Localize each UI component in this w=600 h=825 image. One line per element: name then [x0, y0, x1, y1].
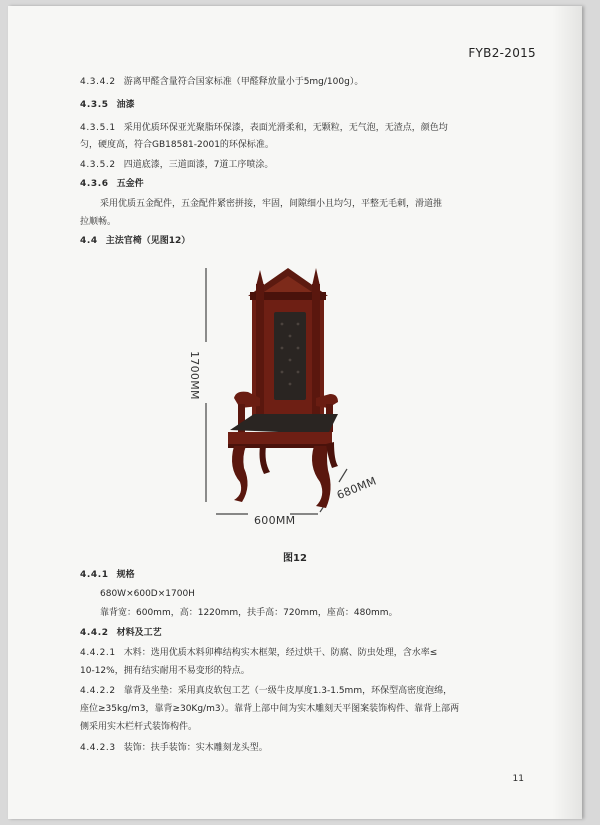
- hardware-paragraph-cont: 拉顺畅。: [80, 217, 117, 227]
- clause-4-4-2-3: 4.4.2.3 装饰：扶手装饰：实木雕刻龙头型。: [80, 743, 268, 753]
- clause-4-4-2-2-cont2: 侧采用实木栏杆式装饰构件。: [80, 722, 198, 732]
- front-right-leg: [312, 446, 331, 508]
- back-left-leg: [260, 446, 271, 474]
- section-4-3-5: 4.3.5 油漆: [80, 100, 135, 110]
- clause-4-3-5-1: 4.3.5.1 采用优质环保亚光聚脂环保漆，表面光滑柔和，无颗粒，无气泡，无渣点，颜色均: [80, 123, 448, 133]
- document-page: [8, 6, 582, 819]
- chair-seat-rail: [228, 432, 332, 446]
- figure-caption: 图12: [283, 553, 307, 564]
- clause-4-3-5-2: 4.3.5.2 四道底漆，三道面漆，7道工序喷涂。: [80, 160, 274, 170]
- clause-4-4-2-1: 4.4.2.1 木料：选用优质木料卯榫结构实木框架，经过烘干、防腐、防虫处理，含水率≤: [80, 648, 438, 658]
- judge-chair-illustration: [228, 268, 338, 508]
- clause-4-4-2-2: 4.4.2.2 靠背及坐垫：采用真皮软包工艺（一级牛皮厚度1.3-1.5mm，环保型高密度泡绵，: [80, 686, 453, 696]
- section-4-4-1: 4.4.1 规格: [80, 570, 135, 580]
- hardware-paragraph: 采用优质五金配件，五金配件紧密拼接，牢固，间隙细小且均匀，平整无毛刺，滑道推: [100, 199, 443, 209]
- section-4-4-2: 4.4.2 材料及工艺: [80, 628, 162, 638]
- spec-detail: 靠背宽：600mm，高：1220mm，扶手高：720mm，座高：480mm。: [100, 608, 398, 618]
- depth-dimension-label: 680MM: [335, 474, 379, 503]
- right-finial: [312, 268, 320, 286]
- page-number: 11: [512, 774, 524, 784]
- spec-dimensions: 680W×600D×1700H: [100, 589, 195, 599]
- depth-dimension-line-b: [339, 469, 347, 482]
- section-4-3-6: 4.3.6 五金件: [80, 179, 144, 189]
- clause-4-3-4-2: 4.3.4.2 游离甲醛含量符合国家标准（甲醛释放量小于5mg/100g）。: [80, 77, 364, 87]
- chair-back-leather: [274, 312, 306, 400]
- left-finial: [256, 270, 264, 286]
- section-4-4: 4.4 主法官椅（见图12）: [80, 236, 191, 246]
- clause-4-4-2-2-cont: 座位≥35kg/m3，靠背≥30Kg/m3）。靠背上部中间为实木雕刻天平图案装饰构件、靠背上部两: [80, 704, 460, 714]
- standard-code: FYB2-2015: [468, 46, 536, 60]
- front-left-leg: [232, 446, 248, 502]
- width-dimension-label: 600MM: [254, 514, 296, 527]
- chair-seat-leather: [230, 414, 338, 434]
- height-dimension-label: 1700MM: [188, 351, 201, 400]
- clause-4-3-5-1-cont: 匀，硬度高，符合GB18581-2001的环保标准。: [80, 140, 274, 150]
- clause-4-4-2-1-cont: 10-12%，拥有结实耐用不易变形的特点。: [80, 666, 250, 676]
- back-right-leg: [326, 442, 338, 468]
